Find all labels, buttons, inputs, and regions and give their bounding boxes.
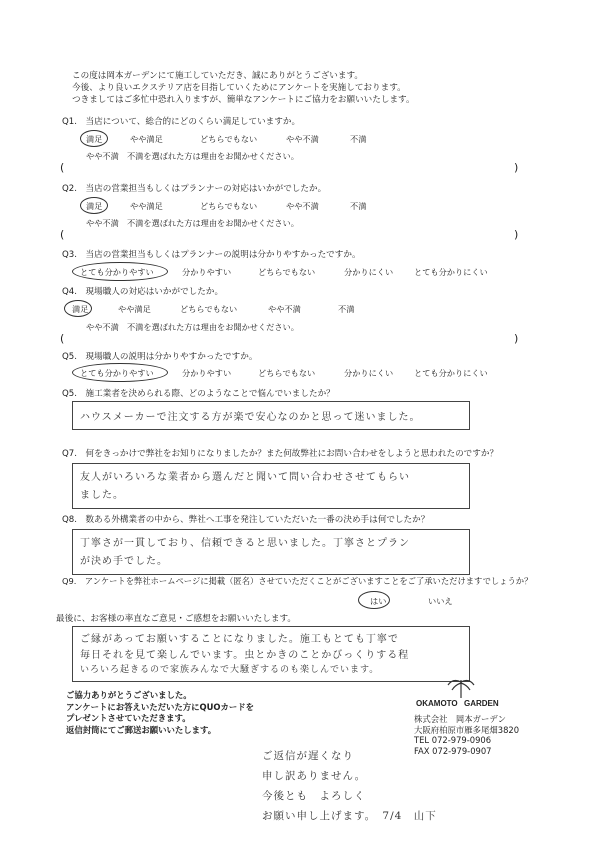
q1-reason-paren-close: ) xyxy=(514,161,519,174)
q9-option-yes[interactable]: はい xyxy=(370,596,387,606)
q2-option-1[interactable]: 満足 xyxy=(86,201,103,211)
q4-reason-label: やや不満 不満を選ばれた方は理由をお聞かせください。 xyxy=(86,322,299,332)
q4-reason-paren-open: ( xyxy=(60,332,65,345)
handwritten-note-line-2: 申し訳ありません。 xyxy=(262,770,367,782)
intro-line: この度は岡本ガーデンにて施工していただき、誠にありがとうございます。 xyxy=(72,71,363,81)
q5-option-2[interactable]: 分かりやすい xyxy=(182,368,232,378)
company-address: 大阪府柏原市雁多尾畑3820 xyxy=(414,724,520,735)
q1-option-5[interactable]: 不満 xyxy=(350,134,367,144)
q5-option-3[interactable]: どちらでもない xyxy=(258,368,316,378)
q4-option-4[interactable]: やや不満 xyxy=(268,304,301,314)
final-answer-line-2: 毎日それを見て楽しんでいます。虫とかきのことかびっくりする程 xyxy=(80,650,410,661)
q5-option-5[interactable]: とても分かりにくい xyxy=(414,368,488,378)
q9-option-no[interactable]: いいえ xyxy=(428,596,453,606)
q1-selection-circle xyxy=(80,130,108,147)
q2-option-2[interactable]: やや満足 xyxy=(130,201,163,211)
q7-answer-line-2: ました。 xyxy=(80,490,124,501)
company-name: 株式会社 岡本ガーデン xyxy=(414,714,506,724)
logo-text-right: GARDEN xyxy=(464,699,499,708)
final-question-text: 最後に、お客様の率直なご意見・ご感想をお願いいたします。 xyxy=(56,614,296,624)
okamoto-garden-logo xyxy=(415,676,507,708)
q4-option-3[interactable]: どちらでもない xyxy=(180,304,238,314)
q4-option-2[interactable]: やや満足 xyxy=(118,304,151,314)
company-fax: FAX 072-979-0907 xyxy=(414,745,492,756)
q1-reason-label: やや不満 不満を選ばれた方は理由をお聞かせください。 xyxy=(86,151,299,161)
logo-text-left: OKAMOTO xyxy=(416,699,458,708)
q3-option-3[interactable]: どちらでもない xyxy=(258,267,316,277)
company-info xyxy=(414,714,519,756)
q9-selection-circle xyxy=(358,591,390,609)
handwritten-note-line-4: お願い申し上げます。 7/4 山下 xyxy=(262,810,437,822)
intro-line: 今後、より良いエクステリア店を目指していくためにアンケートを実施しております。 xyxy=(72,83,406,93)
q3-option-2[interactable]: 分かりやすい xyxy=(182,267,232,277)
footer-line: アンケートにお答えいただいた方にQUOカードを xyxy=(66,701,255,712)
q5-option-1[interactable]: とても分かりやすい xyxy=(80,368,154,378)
q5-selection-circle xyxy=(72,363,168,382)
q6-answer: ハウスメーカーで注文する方が楽で安心なのかと思って迷いました。 xyxy=(80,412,421,423)
q1-option-2[interactable]: やや満足 xyxy=(130,134,163,144)
footer-line: プレゼントさせていただきます。 xyxy=(66,713,191,723)
q3-option-4[interactable]: 分かりにくい xyxy=(344,267,394,277)
q2-option-4[interactable]: やや不満 xyxy=(286,201,319,211)
q4-text: Q4. 現場職人の対応はいかがでしたか。 xyxy=(62,287,224,297)
handwritten-note-line-1: ご返信が遅くなり xyxy=(262,750,354,762)
company-tel: TEL 072-979-0906 xyxy=(414,735,492,746)
intro-text xyxy=(72,70,415,106)
q2-option-3[interactable]: どちらでもない xyxy=(200,201,258,211)
q6-text: Q5. 施工業者を決められる際、どのようなことで悩んでいましたか？ xyxy=(62,389,335,399)
q8-answer-line-2: が決め手でした。 xyxy=(80,556,168,567)
footer-line: 返信封筒にてご郵送お願いいたします。 xyxy=(66,724,217,735)
q5-text: Q5. 現場職人の説明は分かりやすかったですか。 xyxy=(62,352,258,362)
q1-reason-paren-open: ( xyxy=(60,161,65,174)
q2-text: Q2. 当店の営業担当もしくはプランナーの対応はいかがでしたか。 xyxy=(62,184,327,194)
final-answer-line-1: ご縁があってお願いすることになりました。施工もとても丁寧で xyxy=(80,634,399,645)
q4-option-5[interactable]: 不満 xyxy=(338,304,355,314)
q3-selection-circle xyxy=(72,262,168,281)
q3-text: Q3. 当店の営業担当もしくはプランナーの説明は分かりやすかったですか。 xyxy=(62,250,361,260)
q4-option-1[interactable]: 満足 xyxy=(72,304,89,314)
q2-reason-label: やや不満 不満を選ばれた方は理由をお聞かせください。 xyxy=(86,218,299,228)
q2-option-5[interactable]: 不満 xyxy=(350,201,367,211)
q2-reason-paren-open: ( xyxy=(60,228,65,241)
q2-reason-paren-close: ) xyxy=(514,228,519,241)
q3-option-1[interactable]: とても分かりやすい xyxy=(80,267,154,277)
q1-option-1[interactable]: 満足 xyxy=(86,134,103,144)
q8-text: Q8. 数ある外構業者の中から、弊社へ工事を発注していただいた一番の決め手は何でしたか？ xyxy=(62,515,430,525)
q4-selection-circle xyxy=(64,300,92,317)
q7-answer-line-1: 友人がいろいろな業者から選んだと聞いて問い合わせさせてもらい xyxy=(80,472,410,483)
q9-text: Q9. アンケートを弊社ホームページに掲載（匿名）させていただくことがございますことをご了承いただけますでしょうか？ xyxy=(62,576,533,586)
intro-line: つきましてはご多忙中恐れ入りますが、簡単なアンケートにご協力をお願いいたします。 xyxy=(72,95,415,105)
q8-answer-line-1: 丁寧さが一貫しており、信頼できると思いました。丁寧さとプラン xyxy=(80,538,410,549)
q5-option-4[interactable]: 分かりにくい xyxy=(344,368,394,378)
palm-tree-icon xyxy=(415,676,507,708)
handwritten-note-line-3: 今後とも よろしく xyxy=(262,790,366,802)
footer-line: ご協力ありがとうございました。 xyxy=(66,690,192,700)
footer-thanks xyxy=(66,690,254,736)
final-answer-line-3: いろいろ起きるので家族みんなで大騒ぎするのも楽しんでいます。 xyxy=(80,665,380,675)
q1-text: Q1. 当店について、総合的にどのくらい満足していますか。 xyxy=(62,117,301,127)
q3-option-5[interactable]: とても分かりにくい xyxy=(414,267,488,277)
q4-reason-paren-close: ) xyxy=(514,332,519,345)
q7-text: Q7. 何をきっかけで弊社をお知りになりましたか？また何故弊社にお問い合わせをしようと思われたのですか？ xyxy=(62,449,499,459)
q2-selection-circle xyxy=(80,197,108,214)
q1-option-3[interactable]: どちらでもない xyxy=(200,134,258,144)
q1-option-4[interactable]: やや不満 xyxy=(286,134,319,144)
